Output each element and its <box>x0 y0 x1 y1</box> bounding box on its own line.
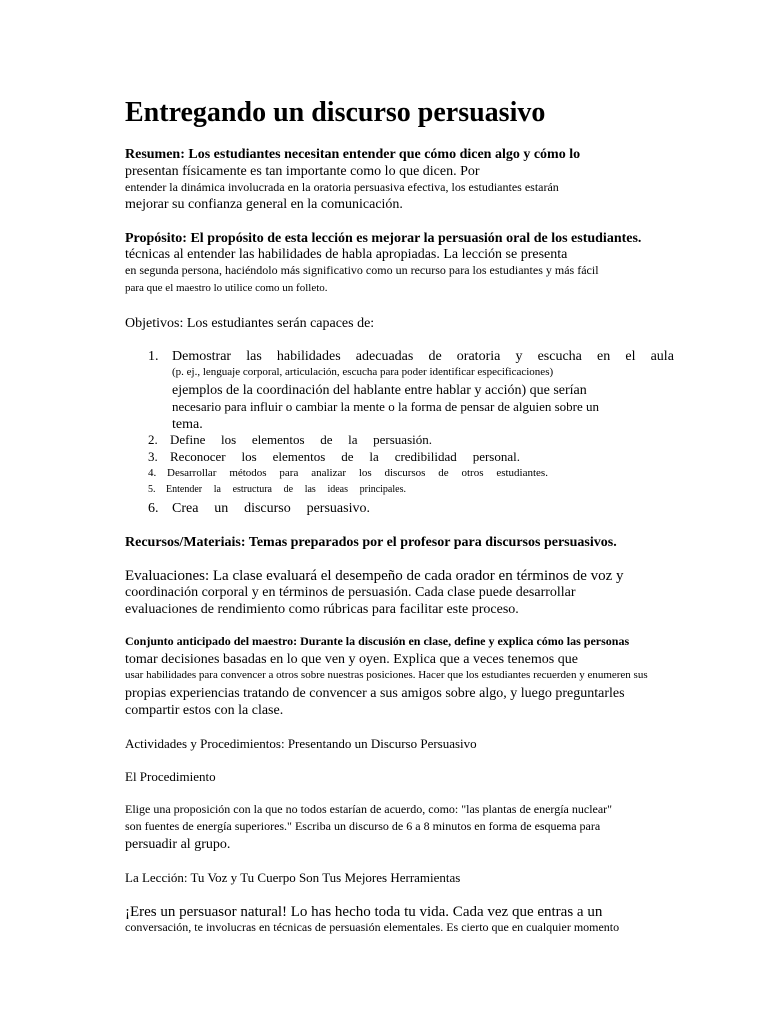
proposito-line-4: para que el maestro lo utilice como un folleto. <box>125 282 328 294</box>
resumen-line-4: mejorar su confianza general en la comunicación. <box>125 197 403 212</box>
word: oratoria <box>456 349 501 364</box>
objetivo-5-text <box>166 484 406 496</box>
objetivo-1-line-2: (p. ej., lenguaje corporal, articulación, escucha para poder identificar especificaciones) <box>172 366 554 378</box>
word: en <box>597 349 611 364</box>
word: y <box>515 349 523 364</box>
word: Entender <box>166 484 203 495</box>
word: de <box>320 432 333 447</box>
conjunto-line-4: propias experiencias tratando de convencer a sus amigos sobre algo, y luego preguntarles <box>125 686 625 701</box>
word: principales. <box>359 484 406 495</box>
proposito-line-2: técnicas al entender las habilidades de habla apropiadas. La lección se presenta <box>125 247 568 262</box>
word: discurso <box>244 501 291 516</box>
word: analizar <box>311 467 346 479</box>
proposito-line-1: Propósito: El propósito de esta lección es mejorar la persuasión oral de los estudiantes. <box>125 231 642 246</box>
procedimiento-line-2: son fuentes de energía superiores." Escriba un discurso de 6 a 8 minutos en forma de esquema para <box>125 819 601 833</box>
word: personal. <box>472 449 520 464</box>
evaluaciones-line-2: coordinación corporal y en términos de persuasión. Cada clase puede desarrollar <box>125 585 576 600</box>
objetivos-intro: Objetivos: Los estudiantes serán capaces de: <box>125 316 375 331</box>
word: Reconocer <box>170 449 226 464</box>
page-title: Entregando un discurso persuasivo <box>125 97 546 128</box>
word: las <box>246 349 262 364</box>
objetivo-5-number: 5. <box>148 484 156 495</box>
objetivo-6-text <box>172 501 370 517</box>
objetivo-1-line-5: tema. <box>172 417 203 432</box>
word: métodos <box>229 467 267 479</box>
procedimiento-line-1: Elige una proposición con la que no todos estarían de acuerdo, como: "las plantas de energía nuclear" <box>125 802 613 816</box>
objetivo-1-number: 1. <box>148 349 159 364</box>
word: de <box>283 484 294 495</box>
procedimiento-heading: El Procedimiento <box>125 769 216 784</box>
word: aula <box>650 349 674 364</box>
word: ideas <box>327 484 348 495</box>
word: los <box>221 432 237 447</box>
word: la <box>213 484 221 495</box>
word: las <box>304 484 316 495</box>
conjunto-line-5: compartir estos con la clase. <box>125 703 284 718</box>
word: discursos <box>384 467 426 479</box>
conjunto-line-2: tomar decisiones basadas en lo que ven y oyen. Explica que a veces tenemos que <box>125 652 578 667</box>
resumen-line-2: presentan físicamente es tan importante como lo que dicen. Por <box>125 164 480 179</box>
word: adecuadas <box>355 349 414 364</box>
word: habilidades <box>276 349 341 364</box>
word: el <box>625 349 636 364</box>
word: persuasivo. <box>306 501 370 516</box>
word: la <box>369 449 379 464</box>
word: de <box>341 449 354 464</box>
word: elementos <box>251 432 305 447</box>
word: de <box>438 467 449 479</box>
resumen-line-1: Resumen: Los estudiantes necesitan entender que cómo dicen algo y cómo lo <box>125 147 581 162</box>
objetivo-1-line-4: necesario para influir o cambiar la mente o la forma de pensar de alguien sobre un <box>172 399 600 414</box>
objetivo-3-number: 3. <box>148 449 158 464</box>
leccion-line-2: conversación, te involucras en técnicas de persuasión elementales. Es cierto que en cualquier momento <box>125 920 620 934</box>
objetivo-3-text <box>170 450 520 465</box>
word: un <box>214 501 229 516</box>
recursos-line: Recursos/Materiais: Temas preparados por el profesor para discursos persuasivos. <box>125 535 617 550</box>
word: credibilidad <box>394 449 457 464</box>
word: los <box>358 467 372 479</box>
evaluaciones-line-1: Evaluaciones: La clase evaluará el desempeño de cada orador en términos de voz y <box>125 568 624 584</box>
resumen-line-3: entender la dinámica involucrada en la oratoria persuasiva efectiva, los estudiantes estarán <box>125 180 559 194</box>
word: escucha <box>537 349 582 364</box>
procedimiento-line-3: persuadir al grupo. <box>125 837 231 852</box>
evaluaciones-line-3: evaluaciones de rendimiento como rúbricas para facilitar este proceso. <box>125 602 519 617</box>
word: Define <box>170 432 206 447</box>
conjunto-line-3: usar habilidades para convencer a otros sobre nuestras posiciones. Hacer que los estudiantes recuerden y enumeren sus <box>125 669 648 681</box>
objetivo-6-number: 6. <box>148 501 159 516</box>
leccion-line-1: ¡Eres un persuasor natural! Lo has hecho toda tu vida. Cada vez que entras a un <box>125 904 603 920</box>
objetivo-2-text <box>170 433 432 448</box>
word: Desarrollar <box>167 467 217 479</box>
objetivo-1-line-1 <box>172 349 674 365</box>
word: Crea <box>172 501 199 516</box>
actividades-heading: Actividades y Procedimientos: Presentando un Discurso Persuasivo <box>125 736 477 751</box>
word: de <box>428 349 442 364</box>
word: para <box>279 467 299 479</box>
word: otros <box>461 467 484 479</box>
leccion-heading: La Lección: Tu Voz y Tu Cuerpo Son Tus Mejores Herramientas <box>125 870 461 885</box>
word: estudiantes. <box>496 467 548 479</box>
word: estructura <box>232 484 272 495</box>
word: la <box>348 432 358 447</box>
objetivo-4-text <box>167 467 548 480</box>
objetivo-1-line-3: ejemplos de la coordinación del hablante entre hablar y acción) que serían <box>172 383 587 398</box>
proposito-line-3: en segunda persona, haciéndolo más significativo como un recurso para los estudiantes y más fácil <box>125 263 599 277</box>
objetivo-4-number: 4. <box>148 467 157 479</box>
conjunto-line-1: Conjunto anticipado del maestro: Durante la discusión en clase, define y explica cómo las personas <box>125 634 630 648</box>
word: Demostrar <box>172 349 232 364</box>
word: persuasión. <box>373 432 432 447</box>
word: elementos <box>272 449 326 464</box>
word: los <box>241 449 257 464</box>
objetivo-2-number: 2. <box>148 432 158 447</box>
